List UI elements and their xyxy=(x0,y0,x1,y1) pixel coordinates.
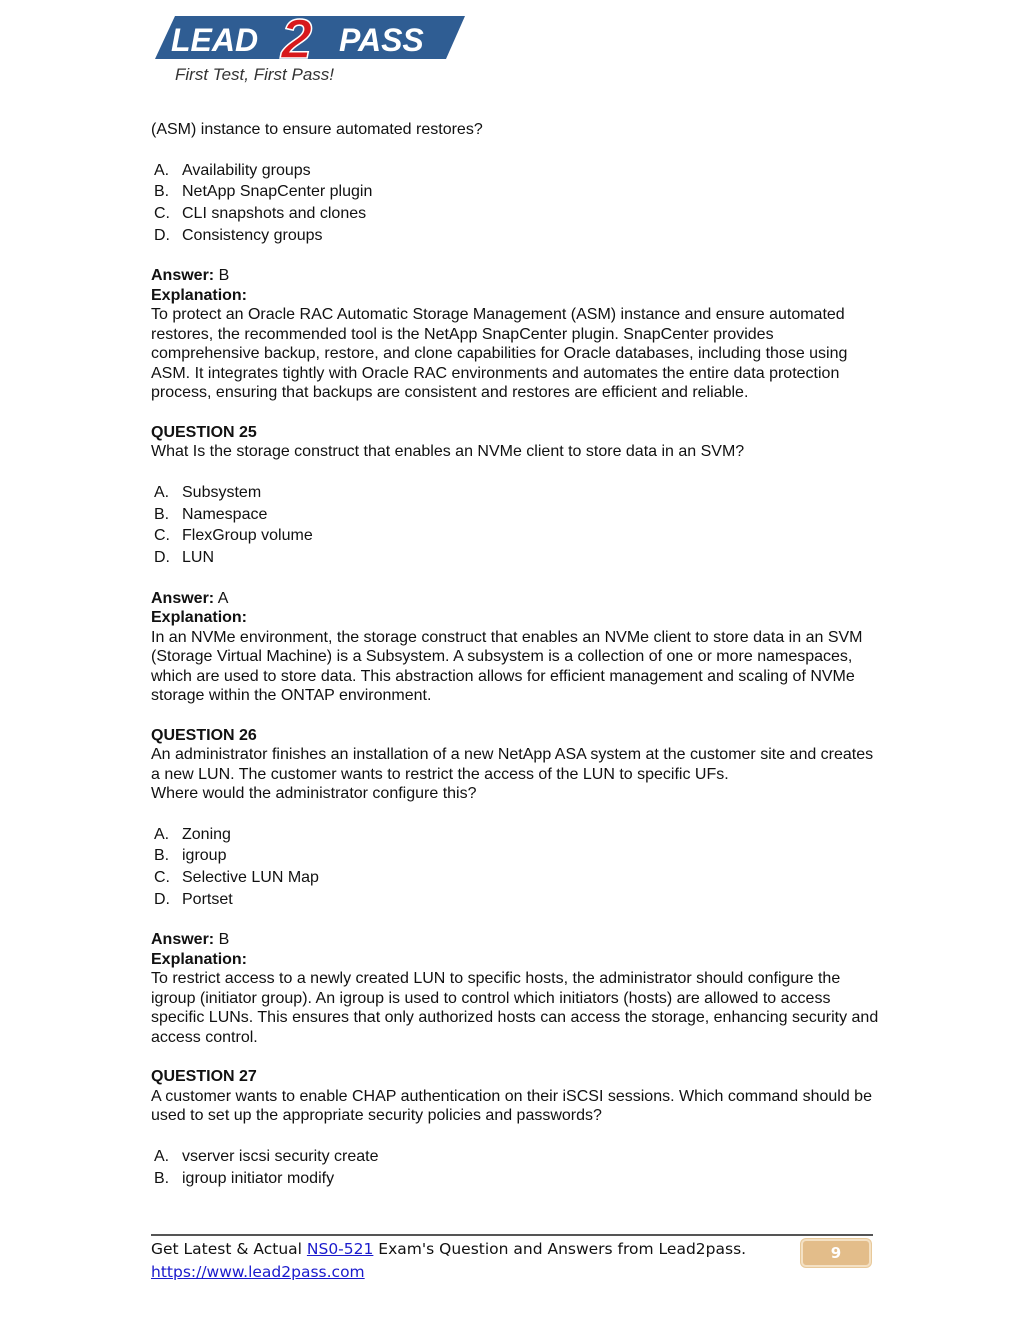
footer-promo-line xyxy=(151,1238,746,1261)
option-letter: A. xyxy=(154,825,170,843)
options-list xyxy=(151,824,881,911)
option-a xyxy=(151,482,881,504)
page-footer xyxy=(151,1238,746,1284)
option-c xyxy=(151,867,881,889)
option-text: Namespace xyxy=(182,505,268,523)
question-text: An administrator finishes an installation of a new NetApp ASA system at the customer site and creates a new LUN. The customer wants to restrict the access of the LUN to specific UFs. xyxy=(151,746,874,783)
option-text: igroup xyxy=(182,847,227,865)
option-b xyxy=(151,1168,881,1190)
explanation-label: Explanation: xyxy=(151,609,248,627)
answer-line xyxy=(151,930,881,950)
option-letter: D. xyxy=(154,226,170,244)
logo-word-left: LEAD xyxy=(171,22,259,58)
question-text: A customer wants to enable CHAP authentication on their iSCSI sessions. Which command should be used to set up the appropriate security policies and passwords? xyxy=(151,1087,872,1125)
explanation-label: Explanation: xyxy=(151,950,248,968)
option-text: Consistency groups xyxy=(182,226,323,244)
option-letter: B. xyxy=(154,1169,170,1187)
footer-divider xyxy=(151,1234,873,1236)
logo-digit: 2 xyxy=(281,14,313,70)
option-letter: C. xyxy=(154,869,170,887)
option-b xyxy=(151,181,881,203)
option-d xyxy=(151,889,881,911)
option-letter: D. xyxy=(154,890,170,908)
document-body xyxy=(151,120,881,1189)
question-block xyxy=(151,1067,881,1189)
option-a xyxy=(151,1146,881,1168)
lead2pass-logo xyxy=(153,14,468,86)
page-number-badge: 9 xyxy=(801,1239,871,1267)
answer-value: B xyxy=(218,267,230,285)
question-block xyxy=(151,423,881,706)
question-title: QUESTION 27 xyxy=(151,1068,257,1086)
answer-value: B xyxy=(218,931,230,949)
explanation-text: In an NVMe environment, the storage construct that enables an NVMe client to store data in an SVM (Storage Virtual Machine) is a Subsystem. A subsystem is a collection of one or more namespaces, which are used to store data. This abstraction allows for efficient management and scaling of NVMe storage within the ONTAP environment. xyxy=(151,628,863,705)
option-text: igroup initiator modify xyxy=(182,1169,335,1187)
answer-label: Answer: xyxy=(151,589,215,607)
logo-word-right: PASS xyxy=(339,22,424,58)
question-block xyxy=(151,726,881,1048)
explanation-label: Explanation: xyxy=(151,286,248,304)
option-text: Subsystem xyxy=(182,483,262,501)
option-text: Availability groups xyxy=(182,161,311,179)
answer-value: A xyxy=(217,589,229,607)
option-letter: B. xyxy=(154,505,170,523)
question-title: QUESTION 25 xyxy=(151,423,257,441)
option-b xyxy=(151,845,881,867)
explanation-text: To protect an Oracle RAC Automatic Storage Management (ASM) instance and ensure automated restores, the recommended tool is the NetApp SnapCenter plugin. SnapCenter provides comprehensive backup, restore, and clone capabilities for Oracle databases, including those using ASM. It integrates tightly with Oracle RAC environments and automates the entire data protection process, ensuring that backups are consistent and restores are efficient and reliable. xyxy=(151,306,848,402)
option-a xyxy=(151,824,881,846)
footer-suffix: Exam's Question and Answers from Lead2pass. xyxy=(373,1240,747,1258)
option-letter: B. xyxy=(154,847,170,865)
site-link[interactable]: https://www.lead2pass.com xyxy=(151,1263,365,1281)
option-c xyxy=(151,203,881,225)
option-letter: B. xyxy=(154,183,170,201)
options-list xyxy=(151,160,881,247)
answer-line xyxy=(151,589,881,609)
question-text: What Is the storage construct that enables an NVMe client to store data in an SVM? xyxy=(151,443,745,461)
option-text: Portset xyxy=(182,890,233,908)
option-d xyxy=(151,225,881,247)
option-letter: C. xyxy=(154,527,170,545)
answer-label: Answer: xyxy=(151,931,215,949)
explanation-text: To restrict access to a newly created LUN to specific hosts, the administrator should configure the igroup (initiator group). An igroup is used to control which initiators (hosts) are allowed to access specific LUNs. This ensures that only authorized hosts can access the storage, enhancing security and access control. xyxy=(151,970,879,1046)
options-list xyxy=(151,482,881,569)
question-text: (ASM) instance to ensure automated restores? xyxy=(151,121,483,138)
option-letter: A. xyxy=(154,483,170,501)
option-text: Zoning xyxy=(182,825,231,843)
footer-prefix: Get Latest & Actual xyxy=(151,1240,307,1258)
option-text: FlexGroup volume xyxy=(182,527,313,545)
option-letter: C. xyxy=(154,204,170,222)
option-letter: A. xyxy=(154,1147,170,1165)
option-text: NetApp SnapCenter plugin xyxy=(182,183,373,201)
exam-code-link[interactable]: NS0-521 xyxy=(306,1240,374,1258)
option-text: CLI snapshots and clones xyxy=(182,204,367,222)
logo-graphic xyxy=(153,14,468,86)
logo-tagline: First Test, First Pass! xyxy=(175,65,335,84)
option-a xyxy=(151,160,881,182)
option-d xyxy=(151,547,881,569)
question-block xyxy=(151,120,881,403)
question-title: QUESTION 26 xyxy=(151,726,257,744)
answer-line xyxy=(151,266,881,286)
question-text-line-2: Where would the administrator configure this? xyxy=(151,785,477,803)
option-c xyxy=(151,525,881,547)
option-text: Selective LUN Map xyxy=(182,869,319,887)
option-b xyxy=(151,504,881,526)
options-list xyxy=(151,1146,881,1189)
answer-label: Answer: xyxy=(151,267,215,285)
option-letter: A. xyxy=(154,161,170,179)
option-text: vserver iscsi security create xyxy=(182,1147,379,1165)
option-letter: D. xyxy=(154,548,170,566)
option-text: LUN xyxy=(182,548,215,566)
